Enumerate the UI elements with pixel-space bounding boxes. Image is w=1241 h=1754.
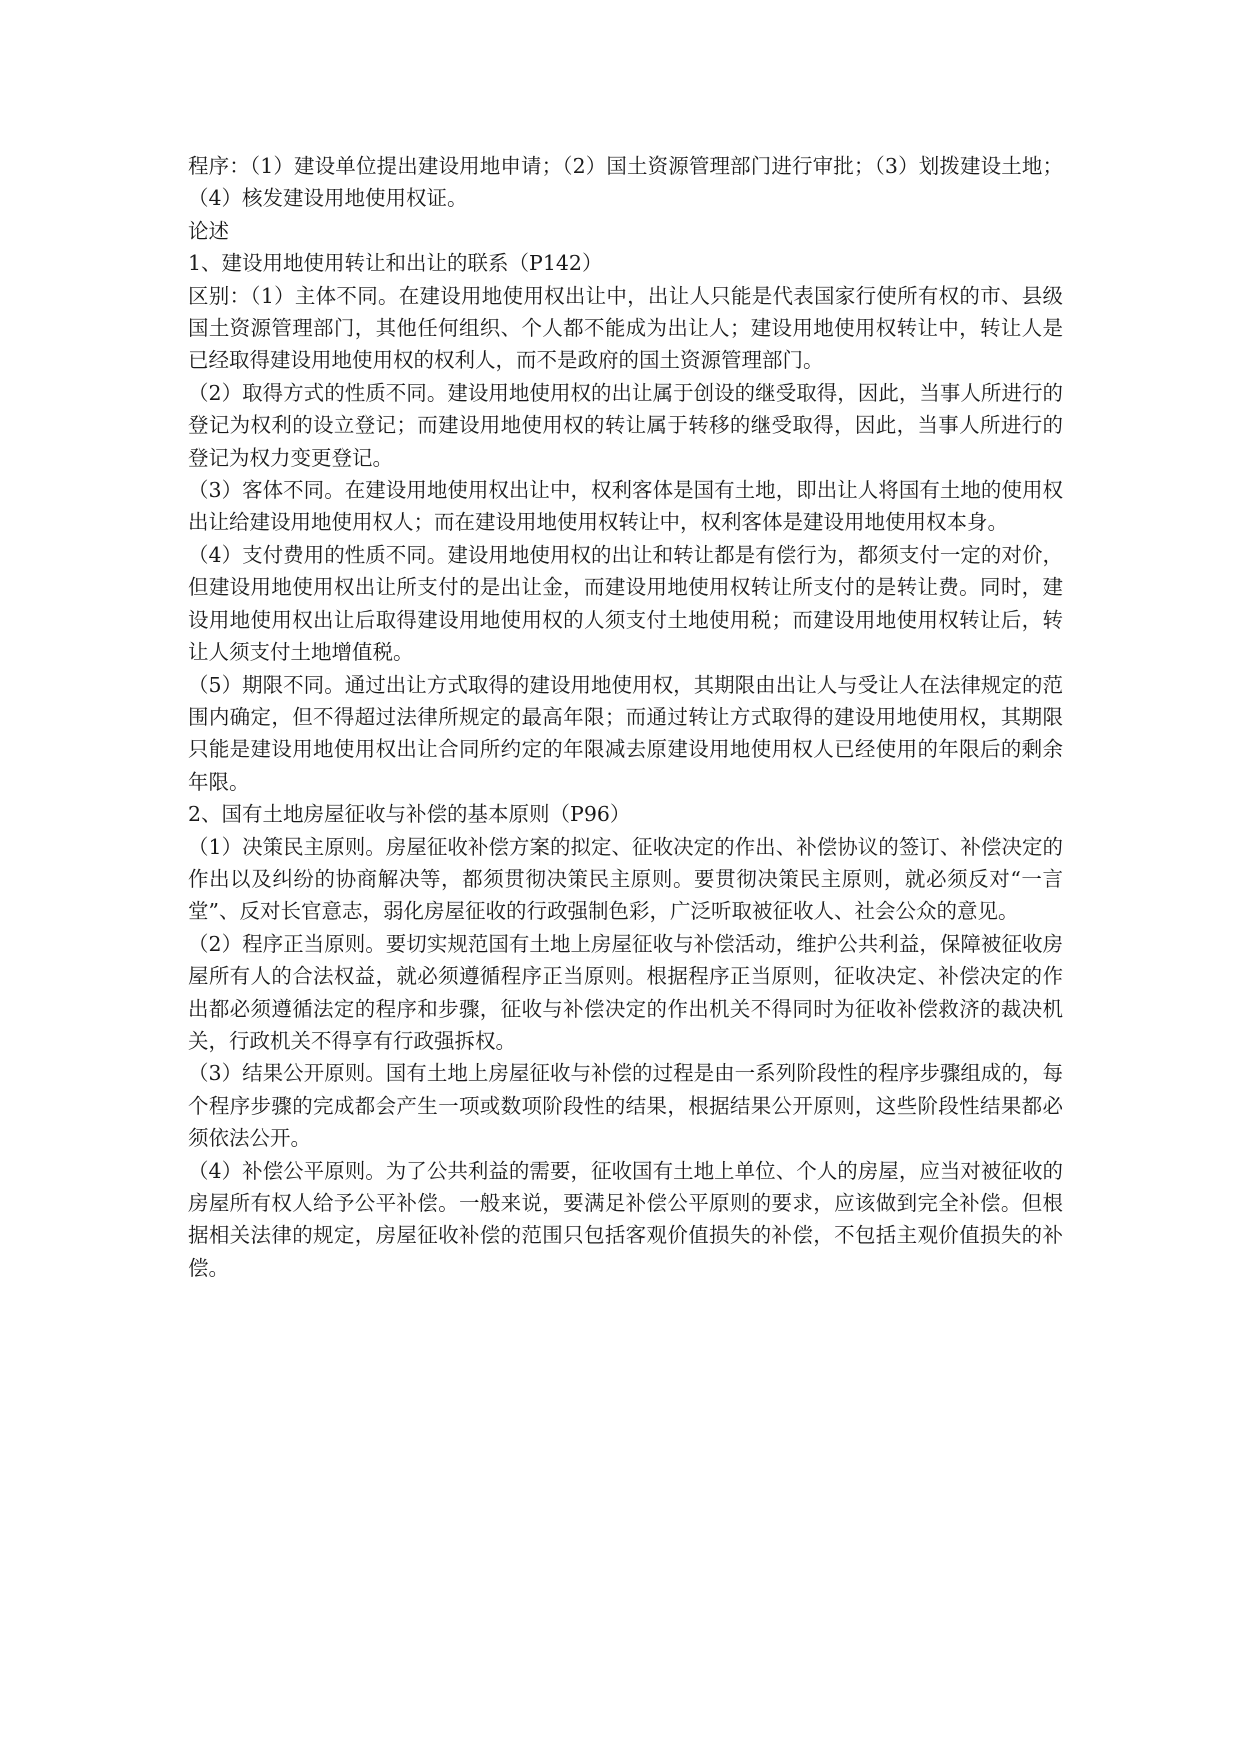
principle-paragraph-3: （3）结果公开原则。国有土地上房屋征收与补偿的过程是由一系列阶段性的程序步骤组成的，每个程序步骤的完成都会产生一项或数项阶段性的结果，根据结果公开原则，这些阶段性结果都必须依法公开。 bbox=[188, 1061, 1063, 1151]
difference-paragraph-1: 区别：（1）主体不同。在建设用地使用权出让中，出让人只能是代表国家行使所有权的市、县级国土资源管理部门，其他任何组织、个人都不能成为出让人；建设用地使用权转让中，转让人是已经取得建设用地使用权的权利人，而不是政府的国土资源管理部门。 bbox=[188, 283, 1063, 373]
question-heading-1: 1、建设用地使用转让和出让的联系（P142） bbox=[188, 251, 603, 276]
difference-paragraph-2: （2）取得方式的性质不同。建设用地使用权的出让属于创设的继受取得，因此，当事人所进行的登记为权利的设立登记；而建设用地使用权的转让属于转移的继受取得，因此，当事人所进行的登记为权力变更登记。 bbox=[188, 380, 1063, 470]
difference-paragraph-5: （5）期限不同。通过出让方式取得的建设用地使用权，其期限由出让人与受让人在法律规定的范围内确定，但不得超过法律所规定的最高年限；而通过转让方式取得的建设用地使用权，其期限只能是建设用地使用权出让合同所约定的年限减去原建设用地使用权人已经使用的年限后的剩余年限。 bbox=[188, 672, 1063, 794]
document-body bbox=[188, 150, 1063, 1284]
question-heading-2: 2、国有土地房屋征收与补偿的基本原则（P96） bbox=[188, 802, 631, 827]
difference-paragraph-4: （4）支付费用的性质不同。建设用地使用权的出让和转让都是有偿行为，都须支付一定的对价，但建设用地使用权出让所支付的是出让金，而建设用地使用权转让所支付的是转让费。同时，建设用地使用权出让后取得建设用地使用权的人须支付土地使用税；而建设用地使用权转让后，转让人须支付土地增值税。 bbox=[188, 542, 1063, 665]
principle-paragraph-4: （4）补偿公平原则。为了公共利益的需要，征收国有土地上单位、个人的房屋，应当对被征收的房屋所有权人给予公平补偿。一般来说，要满足补偿公平原则的要求，应该做到完全补偿。但根据相关法律的规定，房屋征收补偿的范围只包括客观价值损失的补偿，不包括主观价值损失的补偿。 bbox=[188, 1158, 1063, 1280]
procedure-paragraph: 程序：（1）建设单位提出建设用地申请；（2）国土资源管理部门进行审批；（3）划拨建设土地；（4）核发建设用地使用权证。 bbox=[188, 154, 1063, 211]
section-heading-discussion: 论述 bbox=[188, 218, 229, 243]
difference-paragraph-3: （3）客体不同。在建设用地使用权出让中，权利客体是国有土地，即出让人将国有土地的使用权出让给建设用地使用权人；而在建设用地使用权转让中，权利客体是建设用地使用权本身。 bbox=[188, 478, 1063, 535]
principle-paragraph-1: （1）决策民主原则。房屋征收补偿方案的拟定、征收决定的作出、补偿协议的签订、补偿决定的作出以及纠纷的协商解决等，都须贯彻决策民主原则。要贯彻决策民主原则，就必须反对“一言堂”、反对长官意志，弱化房屋征收的行政强制色彩，广泛听取被征收人、社会公众的意见。 bbox=[188, 834, 1063, 924]
principle-paragraph-2: （2）程序正当原则。要切实规范国有土地上房屋征收与补偿活动，维护公共利益，保障被征收房屋所有人的合法权益，就必须遵循程序正当原则。根据程序正当原则，征收决定、补偿决定的作出都必须遵循法定的程序和步骤，征收与补偿决定的作出机关不得同时为征收补偿救济的裁决机关，行政机关不得享有行政强拆权。 bbox=[188, 931, 1063, 1053]
